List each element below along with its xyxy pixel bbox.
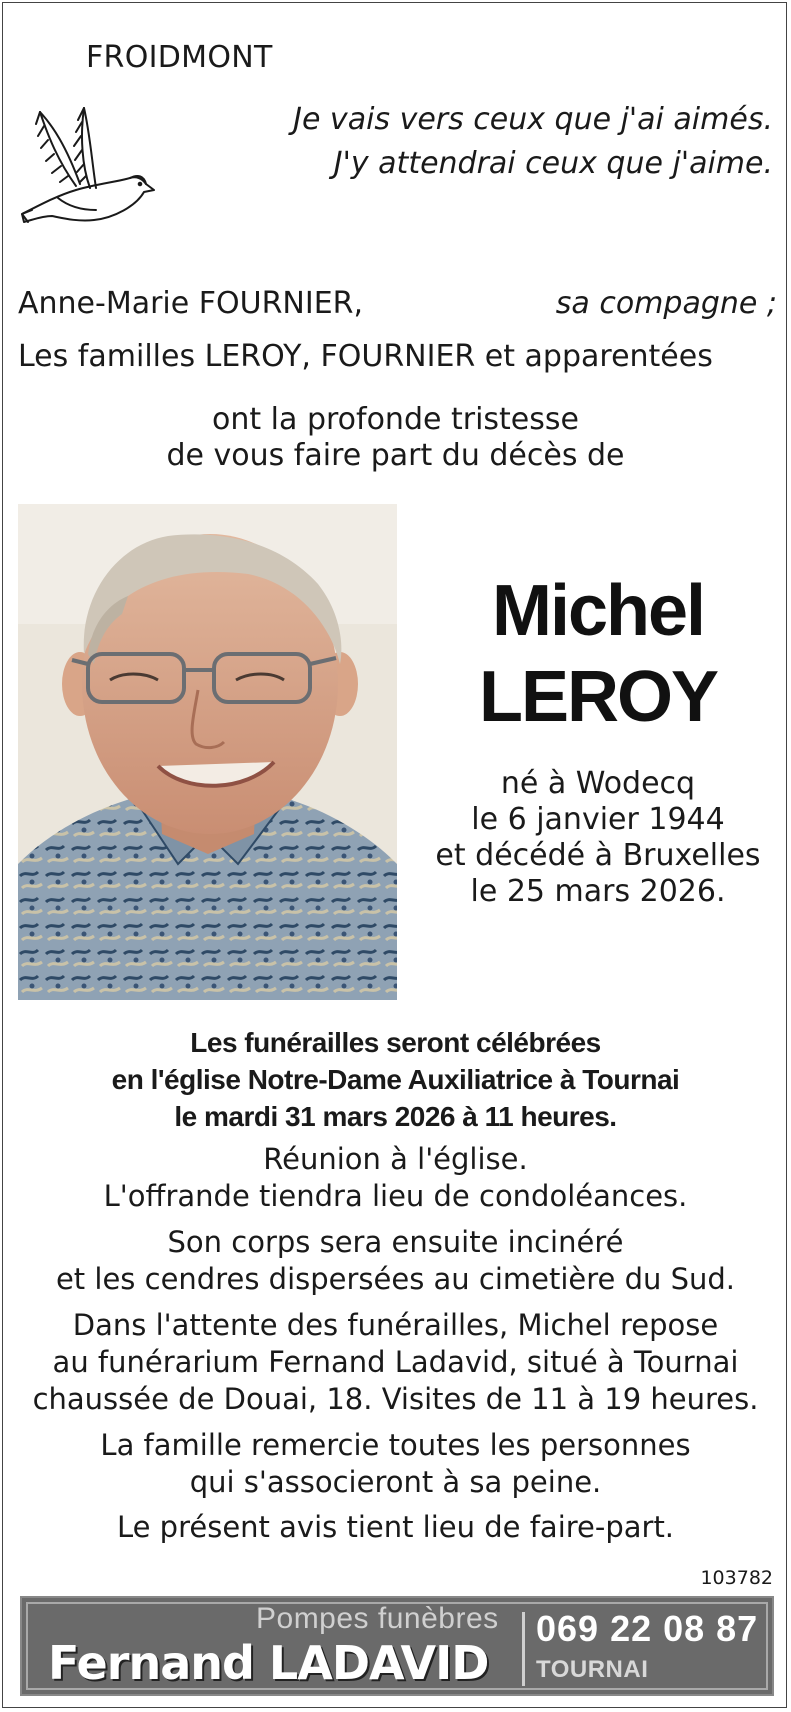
portrait-illustration <box>18 504 397 1000</box>
info-paragraph-1 <box>0 1141 791 1215</box>
banner-service: Pompes funèbres <box>256 1602 499 1635</box>
banner-company: Fernand LADAVID <box>48 1636 489 1690</box>
town-name: FROIDMONT <box>86 40 273 75</box>
info-line: chaussée de Douai, 18. Visites de 11 à 19 heures. <box>32 1382 759 1416</box>
reference-number: 103782 <box>700 1567 773 1589</box>
life-dates <box>420 766 776 910</box>
partner-name: Anne-Marie FOURNIER, <box>18 286 364 321</box>
info-line: L'offrande tiendra lieu de condoléances. <box>103 1179 688 1213</box>
info-line: et les cendres dispersées au cimetière du Sud. <box>55 1262 736 1296</box>
funeral-line-3: le mardi 31 mars 2026 à 11 heures. <box>174 1101 617 1132</box>
info-line: Dans l'attente des funérailles, Michel repose <box>72 1308 719 1342</box>
funeral-line-2: en l'église Notre-Dame Auxiliatrice à Tournai <box>111 1064 680 1095</box>
funeral-details <box>0 1024 791 1135</box>
info-line: Le présent avis tient lieu de faire-part. <box>116 1510 675 1544</box>
deceased-first-name: Michel <box>491 571 705 651</box>
funeral-home-banner <box>20 1596 774 1696</box>
portrait-photo <box>18 504 397 1000</box>
announcement-line-2: de vous faire part du décès de <box>166 438 625 473</box>
death-date: le 25 mars 2026. <box>470 874 726 909</box>
quote-line-2: J'y attendrai ceux que j'aime. <box>333 146 773 181</box>
info-line: La famille remercie toutes les personnes <box>100 1428 691 1462</box>
info-line: Réunion à l'église. <box>263 1142 528 1176</box>
funeral-line-1: Les funérailles seront célébrées <box>190 1027 601 1058</box>
epitaph-quote <box>293 98 773 186</box>
info-paragraph-4 <box>0 1427 791 1501</box>
birth-date: le 6 janvier 1944 <box>471 802 725 837</box>
partner-relation: sa compagne ; <box>555 286 777 321</box>
banner-divider <box>522 1612 525 1686</box>
birth-place: né à Wodecq <box>500 766 696 801</box>
info-line: qui s'associeront à sa peine. <box>189 1465 602 1499</box>
info-paragraph-2 <box>0 1224 791 1298</box>
death-place: et décédé à Bruxelles <box>435 838 761 873</box>
info-line: Son corps sera ensuite incinéré <box>167 1225 624 1259</box>
deceased-name <box>420 568 776 740</box>
quote-line-1: Je vais vers ceux que j'ai aimés. <box>293 102 773 137</box>
info-paragraph-3 <box>0 1307 791 1418</box>
deceased-last-name: LEROY <box>478 657 718 737</box>
families-line: Les familles LEROY, FOURNIER et apparentées <box>18 339 713 374</box>
announcement-line-1: ont la profonde tristesse <box>212 402 579 437</box>
banner-city: TOURNAI <box>536 1656 649 1683</box>
dove-icon <box>18 106 160 246</box>
banner-phone: 069 22 08 87 <box>536 1608 759 1649</box>
info-paragraph-5 <box>0 1509 791 1546</box>
announcement <box>0 402 791 474</box>
info-line: au funérarium Fernand Ladavid, situé à Tournai <box>52 1345 739 1379</box>
